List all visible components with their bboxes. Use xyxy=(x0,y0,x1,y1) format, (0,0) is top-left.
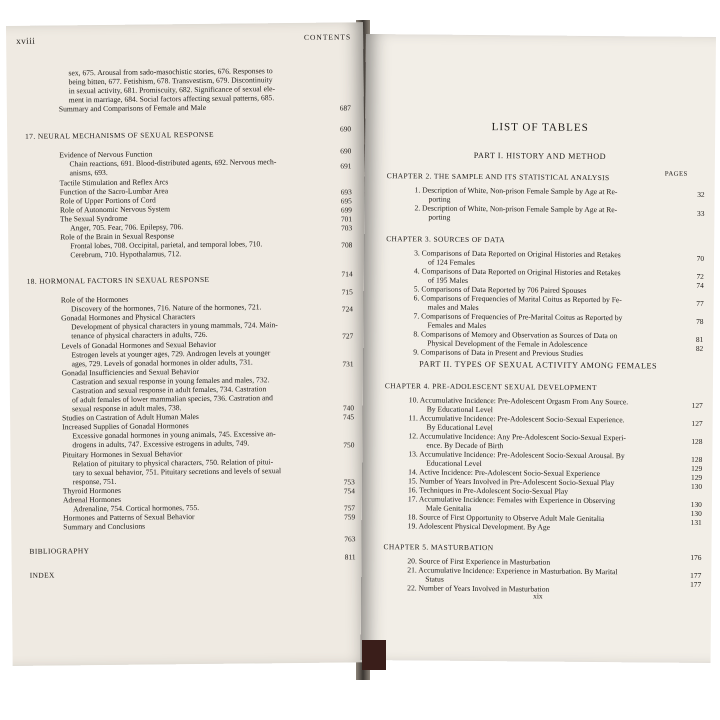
contents-line: Increased Supplies of Gonadal Hormones xyxy=(62,421,189,432)
contents-line: Chain reactions, 691. Blood-distributed agents, 692. Nervous mech- xyxy=(69,157,277,169)
page-number: 127 xyxy=(691,418,703,428)
contents-line: 18. Source of First Opportunity to Observe Adult Male Genitalia xyxy=(407,512,605,524)
contents-line: Females and Males xyxy=(427,320,487,331)
contents-line: Function of the Sacro-Lumbar Area xyxy=(59,186,169,197)
contents-line: 11. Accumulative Incidence: Pre-Adolescent Socio-Sexual Experience. xyxy=(408,413,625,425)
contents-line: Evidence of Nervous Function xyxy=(59,149,153,160)
contents-line: Castration and sexual response in young females and males, 732. xyxy=(71,375,270,387)
pages-label: PAGES xyxy=(664,170,688,178)
contents-line: Pituitary Hormones in Sexual Behavior xyxy=(62,449,183,460)
contents-line: 15. Number of Years Involved in Pre-Adolescent Socio-Sexual Play xyxy=(408,476,615,488)
contents-line: males and Males xyxy=(427,302,479,312)
page-number: 81 xyxy=(695,334,704,344)
page-title: LIST OF TABLES xyxy=(491,121,589,134)
page-number: 128 xyxy=(691,454,703,464)
contents-line: 3. Comparisons of Data Reported on Original Histories and Retakes xyxy=(414,248,621,260)
contents-line: 10. Accumulative Incidence: Pre-Adolescent Orgasm From Any Source. xyxy=(408,395,629,407)
contents-line: of adult females of lower mammalian species, 736. Castration and xyxy=(71,393,273,405)
chapter-heading: CHAPTER 4. PRE-ADOLESCENT SEXUAL DEVELOPMENT xyxy=(384,381,597,393)
contents-line: 4. Comparisons of Data Reported on Original Histories and Retakes xyxy=(413,266,621,278)
contents-line: Adrenal Hormones xyxy=(62,494,122,505)
page-number: 731 xyxy=(342,359,354,369)
contents-line: Thyroid Hormones xyxy=(62,485,121,496)
contents-line: 16. Techniques in Pre-Adolescent Socio-Sexual Play xyxy=(407,485,569,496)
contents-line: Physical Development of the Female in Adolescence xyxy=(427,338,588,349)
page-number: 699 xyxy=(340,205,352,215)
page-number: 33 xyxy=(697,208,705,218)
contents-line: Role of Upper Portions of Cord xyxy=(59,195,156,206)
contents-line: 21. Accumulative Incidence: Experience in Masturbation. By Marital xyxy=(407,565,618,577)
page-number: 130 xyxy=(690,481,703,491)
contents-line: Gonadal Hormones and Physical Characters xyxy=(61,312,196,323)
page-number: 695 xyxy=(340,196,352,206)
page-number: 128 xyxy=(691,436,703,446)
page-number: 176 xyxy=(690,552,702,562)
contents-line: 6. Comparisons of Frequencies of Marital Coitus as Reported by Fe- xyxy=(413,293,622,305)
contents-line: Role of the Hormones xyxy=(60,294,129,305)
contents-line: Role of the Brain in Sexual Response xyxy=(60,231,175,242)
contents-line: 7. Comparisons of Frequencies of Pre-Marital Coitus as Reported by xyxy=(413,311,623,323)
contents-line: Castration and sexual response in adult females, 734. Castration xyxy=(71,384,267,396)
page-number: 130 xyxy=(690,499,702,509)
contents-line: 1. Description of White, Non-prison Female Sample by Age at Re- xyxy=(414,185,618,197)
contents-line: in sexual activity, 681. Promiscuity, 682. Significance of sexual ele- xyxy=(68,84,276,96)
book-cover-edge xyxy=(362,640,386,670)
page-number: 763 xyxy=(344,534,356,544)
page-number: 715 xyxy=(341,287,353,297)
contents-line: Cerebrum, 710. Hypothalamus, 712. xyxy=(70,249,182,260)
page-number: 131 xyxy=(690,517,702,527)
part-heading: PART II. TYPES OF SEXUAL ACTIVITY AMONG FEMALES xyxy=(419,359,658,371)
chapter-heading: 17. NEURAL MECHANISMS OF SEXUAL RESPONSE xyxy=(25,129,214,141)
contents-line: sex, 675. Arousal from sado-masochistic stories, 676. Responses to xyxy=(68,66,273,78)
contents-line: drogens in adults, 747. Excessive estrogens in adults, 749. xyxy=(72,438,250,450)
contents-line: Role of Autonomic Nervous System xyxy=(59,204,171,215)
page-number: 757 xyxy=(343,503,356,513)
page-number: 177 xyxy=(690,570,702,580)
page-folio: xviii xyxy=(16,35,36,46)
chapter-heading: INDEX xyxy=(29,570,55,580)
contents-line: Gonadal Insufficiencies and Sexual Behavior xyxy=(61,366,200,378)
contents-line: Adrenaline, 754. Cortical hormones, 755. xyxy=(73,503,200,514)
contents-line: ages, 729. Levels of gonadal hormones in older adults, 731. xyxy=(71,357,253,369)
page-number: 129 xyxy=(691,472,703,482)
contents-line: 17. Accumulative Incidence: Females with Experience in Observing xyxy=(407,494,616,506)
contents-line: Frontal lobes, 708. Occipital, parietal, and temporal lobes, 710. xyxy=(70,239,263,251)
page-number: 708 xyxy=(341,240,353,250)
contents-line: tenance of physical characters in adults, 726. xyxy=(71,329,208,341)
chapter-heading: 18. HORMONAL FACTORS IN SEXUAL RESPONSE xyxy=(26,274,210,286)
contents-line: porting xyxy=(428,212,451,222)
page-number: 77 xyxy=(696,298,704,308)
page-number: 70 xyxy=(696,253,705,263)
page-number: 811 xyxy=(344,552,356,562)
page-number: 690 xyxy=(340,146,352,156)
contents-line: Hormones and Patterns of Sexual Behavior xyxy=(63,512,195,523)
contents-line: 9. Comparisons of Data in Present and Previous Studies xyxy=(413,347,584,358)
contents-line: 19. Adolescent Physical Development. By Age xyxy=(407,521,551,532)
page-number: 740 xyxy=(342,403,355,413)
chapter-heading: CHAPTER 3. SOURCES OF DATA xyxy=(386,234,506,245)
page-number: 701 xyxy=(340,214,353,224)
contents-line: Anger, 705. Fear, 706. Epilepsy, 706. xyxy=(70,222,184,233)
chapter-heading: CHAPTER 2. THE SAMPLE AND ITS STATISTICAL ANALYSIS xyxy=(386,171,610,183)
contents-line: 13. Accumulative Incidence: Pre-Adolescent Socio-Sexual Arousal. By xyxy=(408,449,625,461)
page-number: 74 xyxy=(696,280,704,290)
contents-line: Educational Level xyxy=(426,458,482,469)
contents-line: By Educational Level xyxy=(426,404,493,415)
contents-line: ment in marriage, 684. Social factors affecting sexual patterns, 685. xyxy=(68,93,275,105)
contents-line: ence. By Decade of Birth xyxy=(426,440,504,451)
contents-line: Development of physical characters in young mammals, 724. Main- xyxy=(71,320,278,332)
contents-line: Summary and Comparisons of Female and Male xyxy=(58,102,207,114)
page-number: 727 xyxy=(342,331,354,341)
page-number: 745 xyxy=(342,412,355,422)
contents-line: anisms, 693. xyxy=(69,167,108,178)
page-number: 724 xyxy=(341,304,354,314)
chapter-heading: CHAPTER 5. MASTURBATION xyxy=(383,542,494,553)
right-page xyxy=(361,34,716,663)
contents-line: being bitten, 677. Fetishism, 678. Transvestism, 679. Discontinuity xyxy=(68,75,273,87)
contents-line: response, 751. xyxy=(72,476,117,487)
contents-line: 8. Comparisons of Memory and Observation as Sources of Data on xyxy=(413,329,618,341)
contents-line: 5. Comparisons of Data Reported by 706 Paired Spouses xyxy=(413,284,587,295)
contents-line: By Educational Level xyxy=(426,422,493,433)
contents-line: 2. Description of White, Non-prison Female Sample by Age at Re- xyxy=(414,203,618,215)
page-number: 78 xyxy=(696,316,704,326)
page-number: 82 xyxy=(695,343,704,353)
page-number: 714 xyxy=(341,269,353,279)
page-number: 687 xyxy=(339,103,351,113)
page-number: 691 xyxy=(340,161,352,171)
page-number: 72 xyxy=(696,271,704,281)
page-number: 703 xyxy=(340,223,353,233)
chapter-heading: BIBLIOGRAPHY xyxy=(29,546,90,556)
page-number: 32 xyxy=(697,189,705,199)
contents-line: Discovery of the hormones, 716. Nature of the hormones, 721. xyxy=(70,302,262,314)
contents-line: Relation of pituitary to physical characters, 750. Relation of pitui- xyxy=(72,457,274,469)
page-folio: xix xyxy=(533,591,543,601)
page-number: 130 xyxy=(690,508,702,518)
contents-line: Summary and Conclusions xyxy=(63,521,146,532)
page-number: 129 xyxy=(691,463,703,473)
page-number: 753 xyxy=(343,477,355,487)
contents-line: Levels of Gonadal Hormones and Sexual Behavior xyxy=(61,339,217,351)
left-page xyxy=(6,22,370,666)
contents-line: Studies on Castration of Adult Human Males xyxy=(62,412,199,423)
contents-line: Estrogen levels at younger ages, 729. Androgen levels at younger xyxy=(71,348,271,360)
page-number: 759 xyxy=(344,512,356,522)
contents-line: of 195 Males xyxy=(427,275,468,285)
page-number: 693 xyxy=(340,187,352,197)
contents-line: The Sexual Syndrome xyxy=(59,213,128,224)
contents-line: 20. Source of First Experience in Masturbation xyxy=(407,556,551,567)
contents-line: Male Genitalia xyxy=(425,503,472,513)
page-number: 177 xyxy=(690,579,702,589)
contents-line: sexual response in adult males, 738. xyxy=(71,403,182,414)
contents-line: Tactile Stimulation and Reflex Arcs xyxy=(59,177,169,188)
contents-line: 12. Accumulative Incidence: Any Pre-Adolescent Socio-Sexual Experi- xyxy=(408,431,626,443)
contents-line: tary to sexual behavior, 751. Pituitary secretions and levels of sexual xyxy=(72,466,282,478)
contents-line: of 124 Females xyxy=(427,257,475,267)
contents-line: Status xyxy=(425,574,444,584)
page-number: 127 xyxy=(691,400,703,410)
contents-line: 22. Number of Years Involved in Masturbation xyxy=(407,583,550,594)
contents-line: 14. Active Incidence: Pre-Adolescent Socio-Sexual Experience xyxy=(408,467,601,479)
part-heading: PART I. HISTORY AND METHOD xyxy=(473,150,607,162)
contents-line: porting xyxy=(428,194,451,204)
contents-line: Excessive gonadal hormones in young animals, 745. Excessive an- xyxy=(72,429,276,441)
page-number: 754 xyxy=(343,486,355,496)
page-number: 750 xyxy=(343,440,355,450)
running-head: CONTENTS xyxy=(303,32,352,42)
page-number: 690 xyxy=(339,124,352,134)
